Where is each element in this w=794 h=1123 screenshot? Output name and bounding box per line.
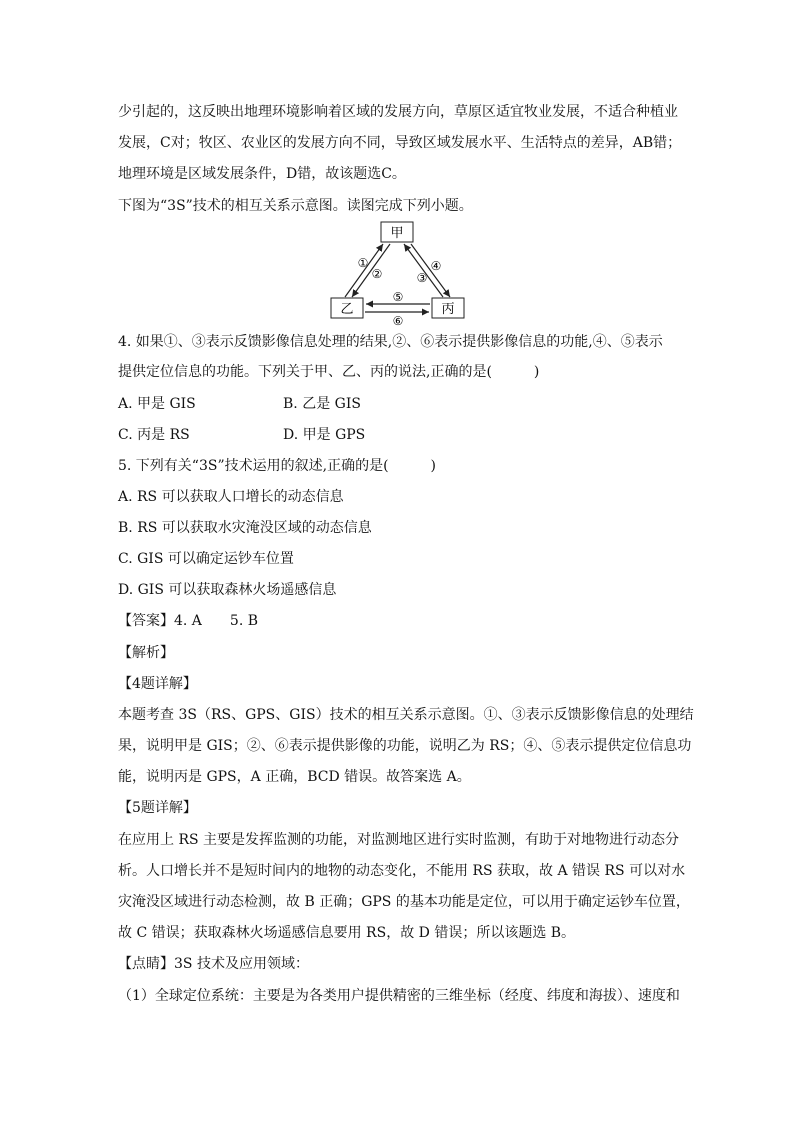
q5-detail-line: 析。人口增长并不是短时间内的地物的动态变化，不能用 RS 获取，故 A 错误 RS 可以对水 [118, 863, 686, 879]
label-1: ① [357, 256, 369, 270]
q5-option-a: A. RS 可以获取人口增长的动态信息 [118, 489, 344, 505]
node-left-box [331, 298, 363, 318]
q4-option-c: C. 丙是 RS [118, 427, 190, 443]
pointer-line: （1）全球定位系统：主要是为各类用户提供精密的三维坐标（经度、纬度和海拔）、速度和 [118, 988, 680, 1004]
q5-option-d: D. GIS 可以获取森林火场遥感信息 [118, 582, 337, 598]
node-top-label: 甲 [390, 226, 404, 241]
analysis-heading: 【解析】 [118, 645, 174, 661]
label-5: ⑤ [392, 290, 404, 304]
answer-line: 【答案】4. A 5. B [118, 613, 259, 629]
q5-detail-line: 在应用上 RS 主要是发挥监测的功能，对监测地区进行实时监测，有助于对地物进行动态分 [118, 832, 680, 848]
pointer-heading: 【点睛】3S 技术及应用领域： [118, 956, 309, 972]
node-right-box [432, 298, 464, 318]
q4-detail-heading: 【4题详解】 [118, 676, 197, 692]
q4-detail-line: 本题考查 3S（RS、GPS、GIS）技术的相互关系示意图。①、③表示反馈影像信息的处理结 [118, 707, 694, 723]
intro-line: 少引起的，这反映出地理环境影响着区域的发展方向，草原区适宜牧业发展，不适合种植业 [118, 104, 678, 120]
node-right-label: 丙 [441, 302, 455, 317]
q5-detail-line: 故 C 错误；获取森林火场遥感信息要用 RS，故 D 错误；所以该题选 B。 [118, 925, 576, 941]
q4-stem: 4. 如果①、③表示反馈影像信息处理的结果,②、⑥表示提供影像信息的功能,④、⑤表示 [118, 334, 663, 350]
label-3: ③ [416, 271, 428, 285]
node-left-label: 乙 [340, 302, 354, 317]
q4-option-a: A. 甲是 GIS [118, 396, 196, 412]
intro-line: 地理环境是区域发展条件，D错，故该题选C。 [118, 166, 406, 182]
label-2: ② [371, 267, 383, 281]
intro-line: 下图为“3S”技术的相互关系示意图。读图完成下列小题。 [118, 198, 473, 214]
q4-detail-line: 果，说明甲是 GIS；②、⑥表示提供影像的功能，说明乙为 RS；④、⑤表示提供定位信息功 [118, 738, 692, 754]
q5-detail-line: 灾淹没区域进行动态检测，故 B 正确；GPS 的基本功能是定位，可以用于确定运钞车位置， [118, 894, 690, 910]
q4-option-d: D. 甲是 GPS [283, 427, 366, 443]
q5-option-c: C. GIS 可以确定运钞车位置 [118, 551, 294, 567]
q4-detail-line: 能，说明丙是 GPS，A 正确，BCD 错误。故答案选 A。 [118, 769, 471, 785]
node-top-box [381, 222, 413, 242]
q5-stem: 5. 下列有关“3S”技术运用的叙述,正确的是( ) [118, 458, 436, 474]
label-4: ④ [430, 259, 442, 273]
q5-detail-heading: 【5题详解】 [118, 800, 197, 816]
q4-option-b: B. 乙是 GIS [283, 396, 361, 412]
q4-stem: 提供定位信息的功能。下列关于甲、乙、丙的说法,正确的是( ) [118, 364, 540, 380]
intro-line: 发展，C对；牧区、农业区的发展方向不同，导致区域发展水平、生活特点的差异，AB错； [118, 135, 682, 151]
label-6: ⑥ [392, 314, 404, 328]
q5-option-b: B. RS 可以获取水灾淹没区域的动态信息 [118, 520, 372, 536]
